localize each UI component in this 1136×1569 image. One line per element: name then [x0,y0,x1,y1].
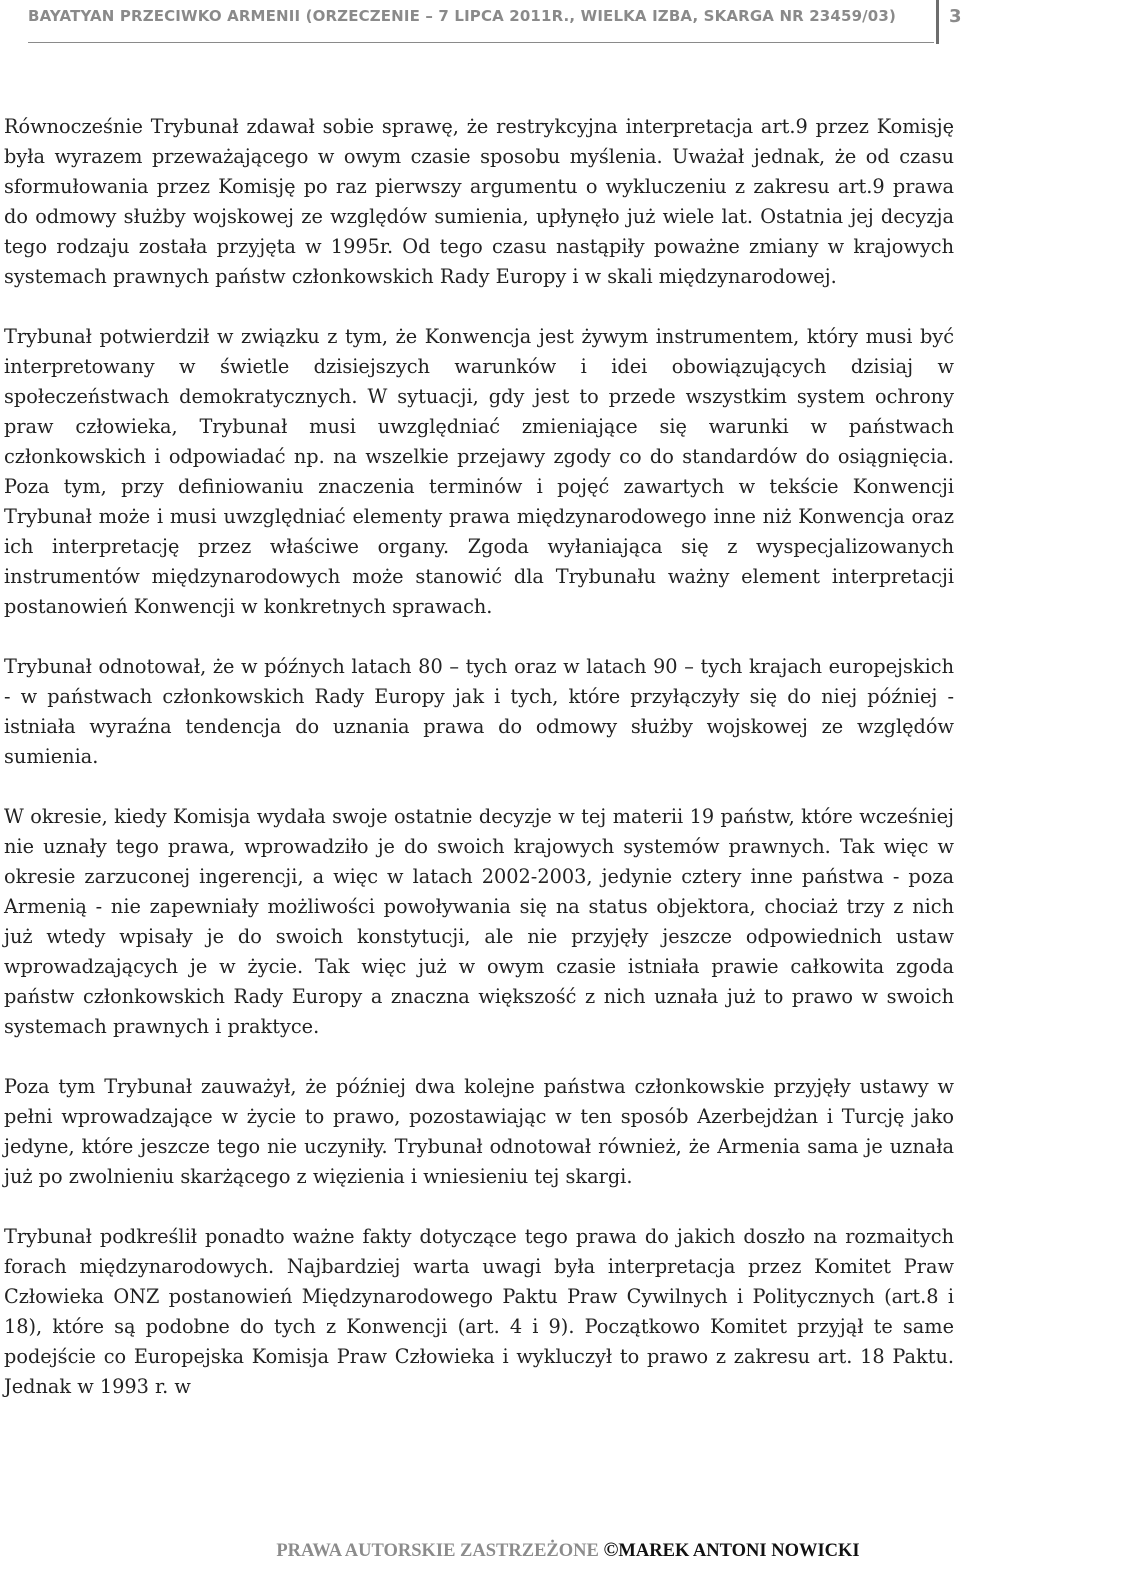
copyright-author: MAREK ANTONI NOWICKI [618,1541,860,1561]
header-rule [28,42,934,43]
running-header [28,0,960,44]
paragraph-5: Poza tym Trybunał zauważył, że później dwa kolejne państwa członkowskie przyjęły ustawy w pełni wprowadzające w życie to prawo, pozostawiając w ten sposób Azerbejdżan i Turcję jako jedyne, które jeszcze tego nie uczyniły. Trybunał odnotował również, że Armenia sama je uznała już po zwolnieniu skarżącego z więzienia i wniesieniu tej skargi. [4,1075,954,1188]
copyright-symbol: © [603,1539,619,1561]
header-divider-bar [936,0,939,44]
paragraph-4: W okresie, kiedy Komisja wydała swoje ostatnie decyzje w tej materii 19 państw, które wcześniej nie uznały tego prawa, wprowadziło je do swoich krajowych systemów prawnych. Tak więc w okresie zarzuconej ingerencji, a więc w latach 2002-2003, jedynie cztery inne państwa - poza Armenią - nie zapewniały możliwości powoływania się na status objektora, chociaż trzy z nich już wtedy wpisały je do swoich konstytucji, ale nie przyjęły jeszcze odpowiednich ustaw wprowadzających je w życie. Tak więc już w owym czasie istniała prawie całkowita zgoda państw członkowskich Rady Europy a znaczna większość z nich uznała już to prawo w swoich systemach prawnych i praktyce. [4,805,954,1038]
copyright-label: PRAWA AUTORSKIE ZASTRZEŻONE [276,1541,599,1561]
paragraph-2: Trybunał potwierdził w związku z tym, że Konwencja jest żywym instrumentem, który musi być interpretowany w świetle dzisiejszych warunków i idei obowiązujących dzisiaj w społeczeństwach demokratycznych. W sytuacji, gdy jest to przede wszystkim system ochrony praw człowieka, Trybunał musi uwzględniać zmieniające się warunki w państwach członkowskich i odpowiadać np. na wszelkie przejawy zgody co do standardów do osiągnięcia. Poza tym, przy definiowaniu znaczenia terminów i pojęć zawartych w tekście Konwencji Trybunał może i musi uwzględniać elementy prawa międzynarodowego inne niż Konwencja oraz ich interpretację przez właściwe organy. Zgoda wyłaniająca się z wyspecjalizowanych instrumentów międzynarodowych może stanowić dla Trybunału ważny element interpretacji postanowień Konwencji w konkretnych sprawach. [4,325,954,618]
page-number: 3 [949,6,962,27]
header-title: BAYATYAN PRZECIWKO ARMENII (ORZECZENIE – 7 LIPCA 2011R., WIELKA IZBA, SKARGA NR 23459/03) [28,7,896,25]
paragraph-1: Równocześnie Trybunał zdawał sobie sprawę, że restrykcyjna interpretacja art.9 przez Komisję była wyrazem przeważającego w owym czasie sposobu myślenia. Uważał jednak, że od czasu sformułowania przez Komisję po raz pierwszy argumentu o wykluczeniu z zakresu art.9 prawa do odmowy służby wojskowej ze względów sumienia, upłynęło już wiele lat. Ostatnia jej decyzja tego rodzaju została przyjęta w 1995r. Od tego czasu nastąpiły poważne zmiany w krajowych systemach prawnych państw członkowskich Rady Europy i w skali międzynarodowej. [4,115,954,288]
page-footer [0,1539,1136,1562]
document-body [4,112,954,1432]
paragraph-6: Trybunał podkreślił ponadto ważne fakty dotyczące tego prawa do jakich doszło na rozmaitych forach międzynarodowych. Najbardziej warta uwagi była interpretacja przez Komitet Praw Człowieka ONZ postanowień Międzynarodowego Paktu Praw Cywilnych i Politycznych (art.8 i 18), które są podobne do tych z Konwencji (art. 4 i 9). Początkowo Komitet przyjął te same podejście co Europejska Komisja Praw Człowieka i wykluczył to prawo z zakresu art. 18 Paktu. Jednak w 1993 r. w [4,1225,954,1398]
paragraph-3: Trybunał odnotował, że w późnych latach 80 – tych oraz w latach 90 – tych krajach europejskich - w państwach członkowskich Rady Europy jak i tych, które przyłączyły się do niej później - istniała wyraźna tendencja do uznania prawa do odmowy służby wojskowej ze względów sumienia. [4,655,954,768]
